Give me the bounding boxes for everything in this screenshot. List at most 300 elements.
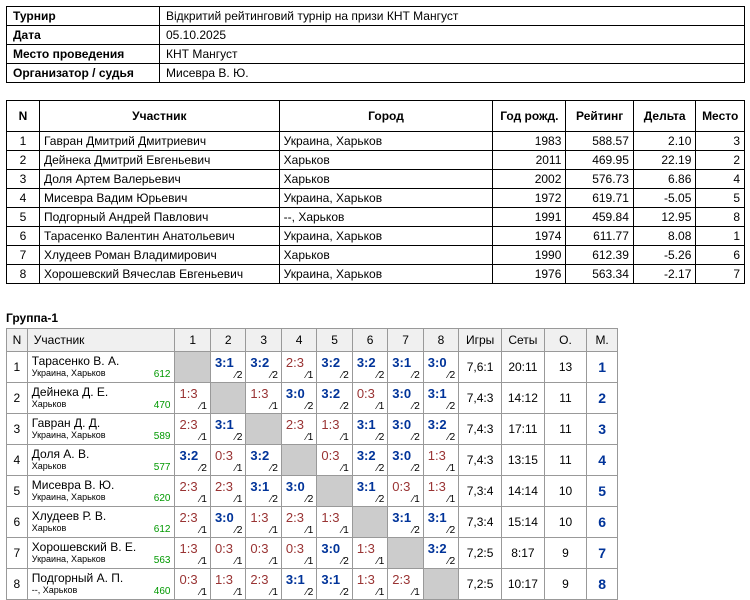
match-cell (246, 383, 281, 414)
cross-games: 7,4:3 (459, 445, 502, 476)
cross-player (27, 476, 175, 507)
cross-player-rating: 563 (153, 555, 171, 566)
group-title: Группа-1 (6, 311, 59, 325)
match-cell (388, 476, 423, 507)
match-score: 3:1 (427, 510, 447, 525)
cross-points: 11 (544, 414, 586, 445)
cross-player (27, 352, 175, 383)
cross-row (7, 414, 618, 445)
cross-place: 5 (587, 476, 618, 507)
match-score: 2:3 (250, 572, 269, 587)
player-delta: 8.08 (633, 227, 695, 246)
player-birth-year: 1983 (493, 132, 566, 151)
cross-header-cell: Сеты (501, 329, 544, 352)
cross-points: 11 (544, 383, 586, 414)
cross-games: 7,3:4 (459, 507, 502, 538)
match-score: 1:3 (179, 541, 198, 556)
cross-games: 7,2:5 (459, 569, 502, 600)
player-number: 6 (7, 227, 40, 246)
match-score: 3:1 (427, 386, 447, 401)
match-score: 3:0 (392, 448, 412, 463)
match-cell (317, 569, 352, 600)
match-points: ⁄1 (377, 556, 385, 567)
match-cell (317, 538, 352, 569)
match-cell (317, 352, 352, 383)
match-cell (175, 476, 210, 507)
cross-player-rating: 470 (153, 400, 171, 411)
match-points: ⁄1 (199, 587, 207, 598)
match-score: 3:0 (427, 355, 447, 370)
match-cell (281, 476, 316, 507)
match-points: ⁄2 (341, 556, 349, 567)
match-score: 3:2 (427, 541, 447, 556)
cross-player-city: Украина, Харьков (31, 430, 106, 440)
match-cell (175, 507, 210, 538)
match-cell (352, 445, 387, 476)
match-cell (281, 507, 316, 538)
cross-row (7, 476, 618, 507)
player-rating: 611.77 (566, 227, 634, 246)
cross-sets: 8:17 (501, 538, 544, 569)
player-city: Украина, Харьков (279, 265, 493, 284)
match-points: ⁄1 (235, 587, 243, 598)
match-points: ⁄1 (270, 587, 278, 598)
match-points: ⁄1 (448, 463, 456, 474)
player-birth-year: 1976 (493, 265, 566, 284)
cross-player (27, 507, 175, 538)
player-row (7, 170, 745, 189)
match-cell (423, 476, 458, 507)
match-score: 3:0 (392, 417, 412, 432)
player-name: Хорошевский Вячеслав Евгеньевич (39, 265, 279, 284)
match-cell (388, 352, 423, 383)
match-score: 3:2 (356, 355, 376, 370)
player-row (7, 151, 745, 170)
player-number: 7 (7, 246, 40, 265)
player-number: 2 (7, 151, 40, 170)
player-place: 6 (696, 246, 745, 265)
match-score: 0:3 (179, 572, 198, 587)
info-value: Відкритий рейтинговий турнір на призи КНТ Мангуст (160, 7, 745, 26)
self-cell (317, 476, 352, 507)
match-cell (352, 383, 387, 414)
match-cell (281, 383, 316, 414)
players-header-cell: Рейтинг (566, 101, 634, 132)
cross-player-name: Хорошевский В. Е. (31, 540, 137, 554)
match-points: ⁄2 (412, 463, 420, 474)
cross-player (27, 538, 175, 569)
match-points: ⁄1 (341, 432, 349, 443)
match-points: ⁄2 (412, 525, 420, 536)
match-cell (388, 414, 423, 445)
match-score: 3:0 (321, 541, 341, 556)
cross-games: 7,3:4 (459, 476, 502, 507)
cross-player-name: Тарасенко В. А. (31, 354, 120, 368)
player-birth-year: 1990 (493, 246, 566, 265)
player-rating: 469.95 (566, 151, 634, 170)
match-score: 3:0 (214, 510, 234, 525)
cross-sets: 10:17 (501, 569, 544, 600)
cross-player (27, 445, 175, 476)
players-header-row (7, 101, 745, 132)
match-cell (423, 383, 458, 414)
match-cell (175, 569, 210, 600)
match-points: ⁄2 (377, 432, 385, 443)
match-score: 3:1 (250, 479, 270, 494)
cross-player-rating: 620 (153, 493, 171, 504)
cross-player-rating: 612 (153, 524, 171, 535)
cross-row (7, 569, 618, 600)
match-points: ⁄2 (412, 401, 420, 412)
match-score: 3:2 (179, 448, 199, 463)
match-points: ⁄2 (377, 370, 385, 381)
match-cell (317, 383, 352, 414)
player-number: 8 (7, 265, 40, 284)
match-cell (210, 569, 245, 600)
cross-points: 13 (544, 352, 586, 383)
match-cell (246, 507, 281, 538)
cross-player-rating: 577 (153, 462, 171, 473)
match-score: 3:2 (427, 417, 447, 432)
self-cell (352, 507, 387, 538)
cross-row (7, 538, 618, 569)
cross-player-city: Украина, Харьков (31, 492, 106, 502)
cross-player-name: Хлудеев Р. В. (31, 509, 107, 523)
cross-player-city: Харьков (31, 461, 67, 471)
match-score: 3:2 (250, 355, 270, 370)
cross-number: 1 (7, 352, 28, 383)
match-score: 1:3 (321, 417, 340, 432)
cross-header-cell: Игры (459, 329, 502, 352)
info-key: Турнир (7, 7, 160, 26)
match-cell (281, 352, 316, 383)
player-rating: 612.39 (566, 246, 634, 265)
player-rating: 576.73 (566, 170, 634, 189)
match-score: 3:1 (356, 417, 376, 432)
match-points: ⁄1 (270, 525, 278, 536)
match-points: ⁄1 (412, 587, 420, 598)
match-cell (175, 538, 210, 569)
match-cell (210, 445, 245, 476)
cross-player-rating: 589 (153, 431, 171, 442)
player-name: Гавран Дмитрий Дмитриевич (39, 132, 279, 151)
cross-row (7, 383, 618, 414)
cross-header-cell: 8 (423, 329, 458, 352)
cross-games: 7,2:5 (459, 538, 502, 569)
match-score: 0:3 (214, 541, 234, 556)
match-cell (210, 538, 245, 569)
match-points: ⁄1 (377, 587, 385, 598)
match-cell (210, 414, 245, 445)
match-cell (352, 538, 387, 569)
match-score: 1:3 (427, 448, 446, 463)
match-score: 2:3 (179, 510, 198, 525)
cross-sets: 15:14 (501, 507, 544, 538)
player-row (7, 227, 745, 246)
cross-header-cell: О. (544, 329, 586, 352)
match-points: ⁄1 (199, 401, 207, 412)
info-key: Дата (7, 26, 160, 45)
match-score: 0:3 (285, 541, 304, 556)
player-place: 1 (696, 227, 745, 246)
match-points: ⁄1 (341, 525, 349, 536)
match-points: ⁄1 (306, 525, 314, 536)
match-cell (388, 569, 423, 600)
match-points: ⁄2 (270, 494, 278, 505)
cross-points: 10 (544, 476, 586, 507)
player-number: 4 (7, 189, 40, 208)
players-header-cell: Участник (39, 101, 279, 132)
match-points: ⁄1 (412, 494, 420, 505)
player-birth-year: 1974 (493, 227, 566, 246)
match-cell (423, 414, 458, 445)
cross-header-cell: 2 (210, 329, 245, 352)
cross-player-rating: 612 (153, 369, 171, 380)
cross-header-row (7, 329, 618, 352)
cross-place: 8 (587, 569, 618, 600)
match-cell (317, 445, 352, 476)
match-score: 2:3 (179, 417, 198, 432)
cross-header-cell: 5 (317, 329, 352, 352)
player-city: Украина, Харьков (279, 227, 493, 246)
players-header-cell: Город (279, 101, 493, 132)
player-row (7, 208, 745, 227)
match-score: 2:3 (285, 417, 304, 432)
cross-games: 7,6:1 (459, 352, 502, 383)
player-number: 5 (7, 208, 40, 227)
player-name: Дейнека Дмитрий Евгеньевич (39, 151, 279, 170)
players-header-cell: N (7, 101, 40, 132)
player-name: Хлудеев Роман Владимирович (39, 246, 279, 265)
cross-number: 8 (7, 569, 28, 600)
crosstable (6, 328, 618, 600)
match-cell (388, 507, 423, 538)
cross-number: 5 (7, 476, 28, 507)
match-cell (281, 538, 316, 569)
match-cell (388, 383, 423, 414)
player-city: Украина, Харьков (279, 189, 493, 208)
player-birth-year: 1991 (493, 208, 566, 227)
player-name: Мисевра Вадим Юрьевич (39, 189, 279, 208)
match-points: ⁄2 (448, 432, 456, 443)
match-cell (352, 569, 387, 600)
match-cell (352, 352, 387, 383)
match-points: ⁄2 (199, 463, 207, 474)
tournament-info-table (6, 6, 745, 83)
player-name: Тарасенко Валентин Анатольевич (39, 227, 279, 246)
player-delta: -5.26 (633, 246, 695, 265)
match-points: ⁄1 (235, 463, 243, 474)
cross-player (27, 383, 175, 414)
self-cell (246, 414, 281, 445)
match-score: 0:3 (214, 448, 234, 463)
cross-header-cell: 1 (175, 329, 210, 352)
match-score: 2:3 (392, 572, 411, 587)
player-number: 3 (7, 170, 40, 189)
match-points: ⁄2 (448, 525, 456, 536)
cross-sets: 14:14 (501, 476, 544, 507)
cross-points: 10 (544, 507, 586, 538)
cross-player (27, 414, 175, 445)
match-points: ⁄2 (412, 370, 420, 381)
player-delta: 12.95 (633, 208, 695, 227)
match-cell (175, 445, 210, 476)
match-points: ⁄1 (235, 494, 243, 505)
player-city: Харьков (279, 170, 493, 189)
match-cell (423, 445, 458, 476)
info-row (7, 64, 745, 83)
player-place: 2 (696, 151, 745, 170)
match-score: 1:3 (179, 386, 198, 401)
cross-player-name: Подгорный А. П. (31, 571, 124, 585)
player-place: 4 (696, 170, 745, 189)
info-key: Организатор / судья (7, 64, 160, 83)
match-score: 3:2 (356, 448, 376, 463)
player-row (7, 132, 745, 151)
player-name: Подгорный Андрей Павлович (39, 208, 279, 227)
cross-place: 6 (587, 507, 618, 538)
match-score: 1:3 (427, 479, 446, 494)
match-score: 1:3 (321, 510, 340, 525)
match-cell (317, 414, 352, 445)
match-score: 0:3 (356, 386, 375, 401)
cross-header-cell: М. (587, 329, 618, 352)
match-points: ⁄1 (199, 432, 207, 443)
player-birth-year: 2002 (493, 170, 566, 189)
info-row (7, 7, 745, 26)
match-points: ⁄1 (341, 463, 349, 474)
cross-header-cell: 7 (388, 329, 423, 352)
match-cell (352, 476, 387, 507)
self-cell (423, 569, 458, 600)
player-rating: 563.34 (566, 265, 634, 284)
info-value: Мисевра В. Ю. (160, 64, 745, 83)
match-score: 0:3 (321, 448, 340, 463)
match-score: 2:3 (214, 479, 234, 494)
cross-player-rating: 460 (153, 586, 171, 597)
player-city: --, Харьков (279, 208, 493, 227)
cross-player-city: Украина, Харьков (31, 554, 106, 564)
match-score: 3:0 (285, 479, 305, 494)
player-place: 8 (696, 208, 745, 227)
player-delta: -5.05 (633, 189, 695, 208)
match-score: 3:2 (250, 448, 270, 463)
match-score: 1:3 (250, 386, 269, 401)
cross-place: 3 (587, 414, 618, 445)
match-points: ⁄2 (306, 494, 314, 505)
match-points: ⁄2 (377, 463, 385, 474)
cross-row (7, 445, 618, 476)
cross-points: 9 (544, 569, 586, 600)
cross-sets: 13:15 (501, 445, 544, 476)
match-cell (281, 414, 316, 445)
match-cell (210, 507, 245, 538)
player-city: Украина, Харьков (279, 132, 493, 151)
player-city: Харьков (279, 246, 493, 265)
match-points: ⁄2 (412, 432, 420, 443)
match-score: 2:3 (285, 510, 304, 525)
match-points: ⁄1 (199, 494, 207, 505)
match-score: 3:0 (285, 386, 305, 401)
match-cell (281, 569, 316, 600)
player-number: 1 (7, 132, 40, 151)
player-rating: 459.84 (566, 208, 634, 227)
cross-points: 9 (544, 538, 586, 569)
match-score: 1:3 (356, 541, 375, 556)
match-points: ⁄1 (270, 401, 278, 412)
info-row (7, 26, 745, 45)
match-cell (210, 352, 245, 383)
match-points: ⁄2 (306, 401, 314, 412)
cross-number: 3 (7, 414, 28, 445)
cross-place: 4 (587, 445, 618, 476)
match-score: 1:3 (250, 510, 269, 525)
cross-number: 7 (7, 538, 28, 569)
match-score: 3:1 (285, 572, 305, 587)
player-birth-year: 2011 (493, 151, 566, 170)
match-cell (210, 476, 245, 507)
players-header-cell: Место (696, 101, 745, 132)
match-score: 3:2 (321, 386, 341, 401)
match-score: 3:1 (321, 572, 341, 587)
match-points: ⁄2 (341, 401, 349, 412)
cross-player-city: Харьков (31, 399, 67, 409)
self-cell (175, 352, 210, 383)
cross-sets: 14:12 (501, 383, 544, 414)
player-delta: -2.17 (633, 265, 695, 284)
match-score: 0:3 (392, 479, 411, 494)
info-value: КНТ Мангуст (160, 45, 745, 64)
self-cell (388, 538, 423, 569)
cross-sets: 20:11 (501, 352, 544, 383)
match-score: 3:0 (392, 386, 412, 401)
cross-player-name: Мисевра В. Ю. (31, 478, 115, 492)
player-birth-year: 1972 (493, 189, 566, 208)
cross-header-cell: N (7, 329, 28, 352)
cross-header-cell: 3 (246, 329, 281, 352)
match-cell (317, 507, 352, 538)
match-cell (246, 352, 281, 383)
match-cell (175, 383, 210, 414)
match-points: ⁄2 (377, 494, 385, 505)
player-rating: 588.57 (566, 132, 634, 151)
cross-player-name: Доля А. В. (31, 447, 90, 461)
cross-player-city: Харьков (31, 523, 67, 533)
match-score: 3:1 (356, 479, 376, 494)
player-row (7, 189, 745, 208)
match-cell (246, 476, 281, 507)
match-cell (246, 538, 281, 569)
cross-place: 2 (587, 383, 618, 414)
match-cell (423, 507, 458, 538)
player-city: Харьков (279, 151, 493, 170)
player-place: 5 (696, 189, 745, 208)
cross-player-city: --, Харьков (31, 585, 78, 595)
cross-games: 7,4:3 (459, 414, 502, 445)
players-header-cell: Год рожд. (493, 101, 566, 132)
match-points: ⁄2 (306, 587, 314, 598)
cross-sets: 17:11 (501, 414, 544, 445)
cross-number: 4 (7, 445, 28, 476)
player-row (7, 265, 745, 284)
cross-number: 6 (7, 507, 28, 538)
player-place: 7 (696, 265, 745, 284)
match-cell (246, 445, 281, 476)
match-points: ⁄2 (270, 463, 278, 474)
match-points: ⁄1 (270, 556, 278, 567)
match-points: ⁄2 (235, 432, 243, 443)
player-place: 3 (696, 132, 745, 151)
